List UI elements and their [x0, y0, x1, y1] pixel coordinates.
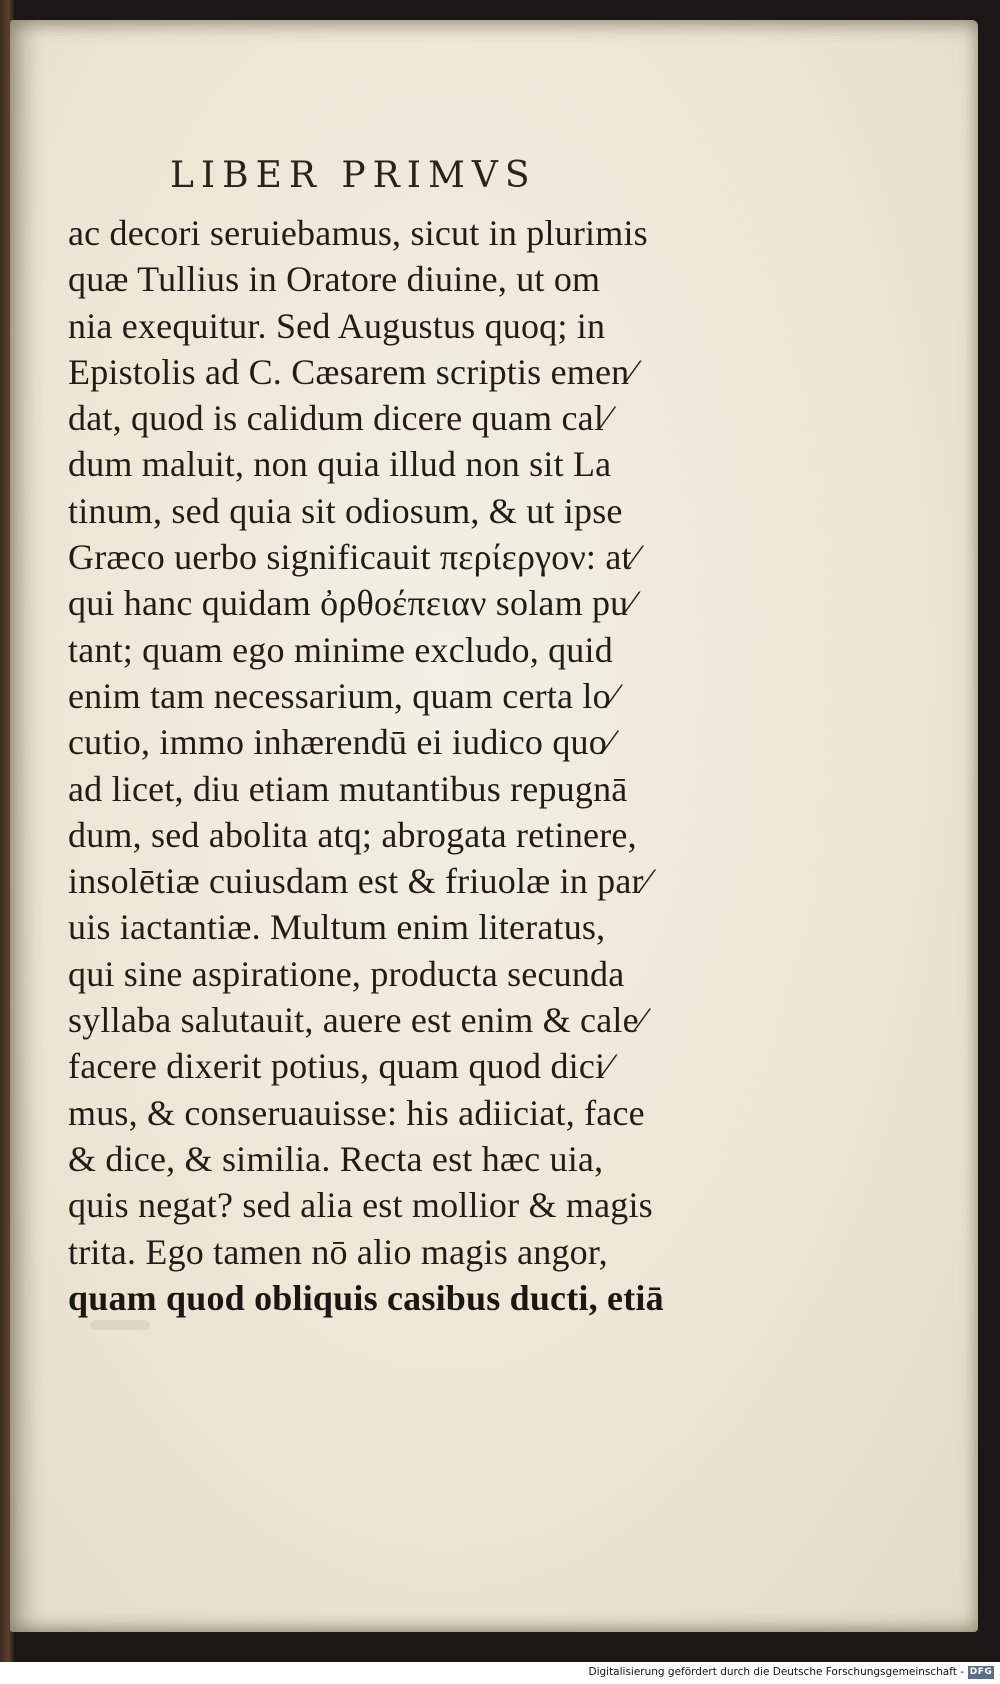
text-line: mus, & conseruauisse: his adiiciat, face: [68, 1092, 645, 1133]
text-block: [68, 210, 728, 1321]
running-head: LIBER PRIMVS: [170, 155, 537, 196]
text-line: ac decori seruiebamus, sicut in plurimis: [68, 213, 648, 253]
text-line: dat, quod is calidum dicere quam cal⁄: [68, 398, 611, 439]
text-line: facere dixerit potius, quam quod dici⁄: [68, 1046, 612, 1087]
text-line: insolētiæ cuiusdam est & friuolæ in par⁄: [68, 861, 650, 902]
text-line: tinum, sed quia sit odiosum, & ut ipse: [68, 490, 623, 531]
dfg-logo-icon: DFG: [969, 1667, 993, 1677]
text-line: qui hanc quidam ὀρθοέπειαν solam pu⁄: [68, 583, 635, 624]
text-line: nia exequitur. Sed Augustus quoq; in: [68, 305, 606, 346]
digitization-credit: Digitalisierung gefördert durch die Deutsche Forschungsgemeinschaft -: [588, 1666, 964, 1678]
text-line: ad licet, diu etiam mutantibus repugnā: [68, 768, 628, 809]
text-line: dum, sed abolita atq; abrogata retinere,: [68, 814, 637, 855]
book-page: [10, 20, 978, 1632]
text-line: enim tam necessarium, quam certa lo⁄: [68, 675, 618, 716]
text-line: cutio, immo inhærendū ei iudico quo⁄: [68, 722, 614, 763]
text-line: quam quod obliquis casibus ducti, etiā: [68, 1277, 664, 1318]
text-line: quis negat? sed alia est mollior & magis: [68, 1185, 653, 1226]
text-line: uis iactantiæ. Multum enim literatus,: [68, 907, 606, 948]
text-line: quæ Tullius in Oratore diuine, ut om: [68, 259, 601, 300]
text-line: qui sine aspiratione, producta secunda: [68, 953, 625, 994]
digitization-footer: [0, 1662, 1000, 1684]
text-line: & dice, & similia. Recta est hæc uia,: [68, 1138, 604, 1179]
text-line: tant; quam ego minime excludo, quid: [68, 629, 613, 670]
text-line: Græco uerbo significauit περίεργον: at⁄: [68, 537, 638, 578]
ink-bleed-mark: [90, 1320, 150, 1330]
text-line: trita. Ego tamen nō alio magis angor,: [68, 1231, 608, 1272]
text-line: Epistolis ad C. Cæsarem scriptis emen⁄: [68, 351, 636, 392]
text-line: dum maluit, non quia illud non sit La: [68, 444, 612, 485]
text-line: syllaba salutauit, auere est enim & cale⁄: [68, 1000, 645, 1041]
